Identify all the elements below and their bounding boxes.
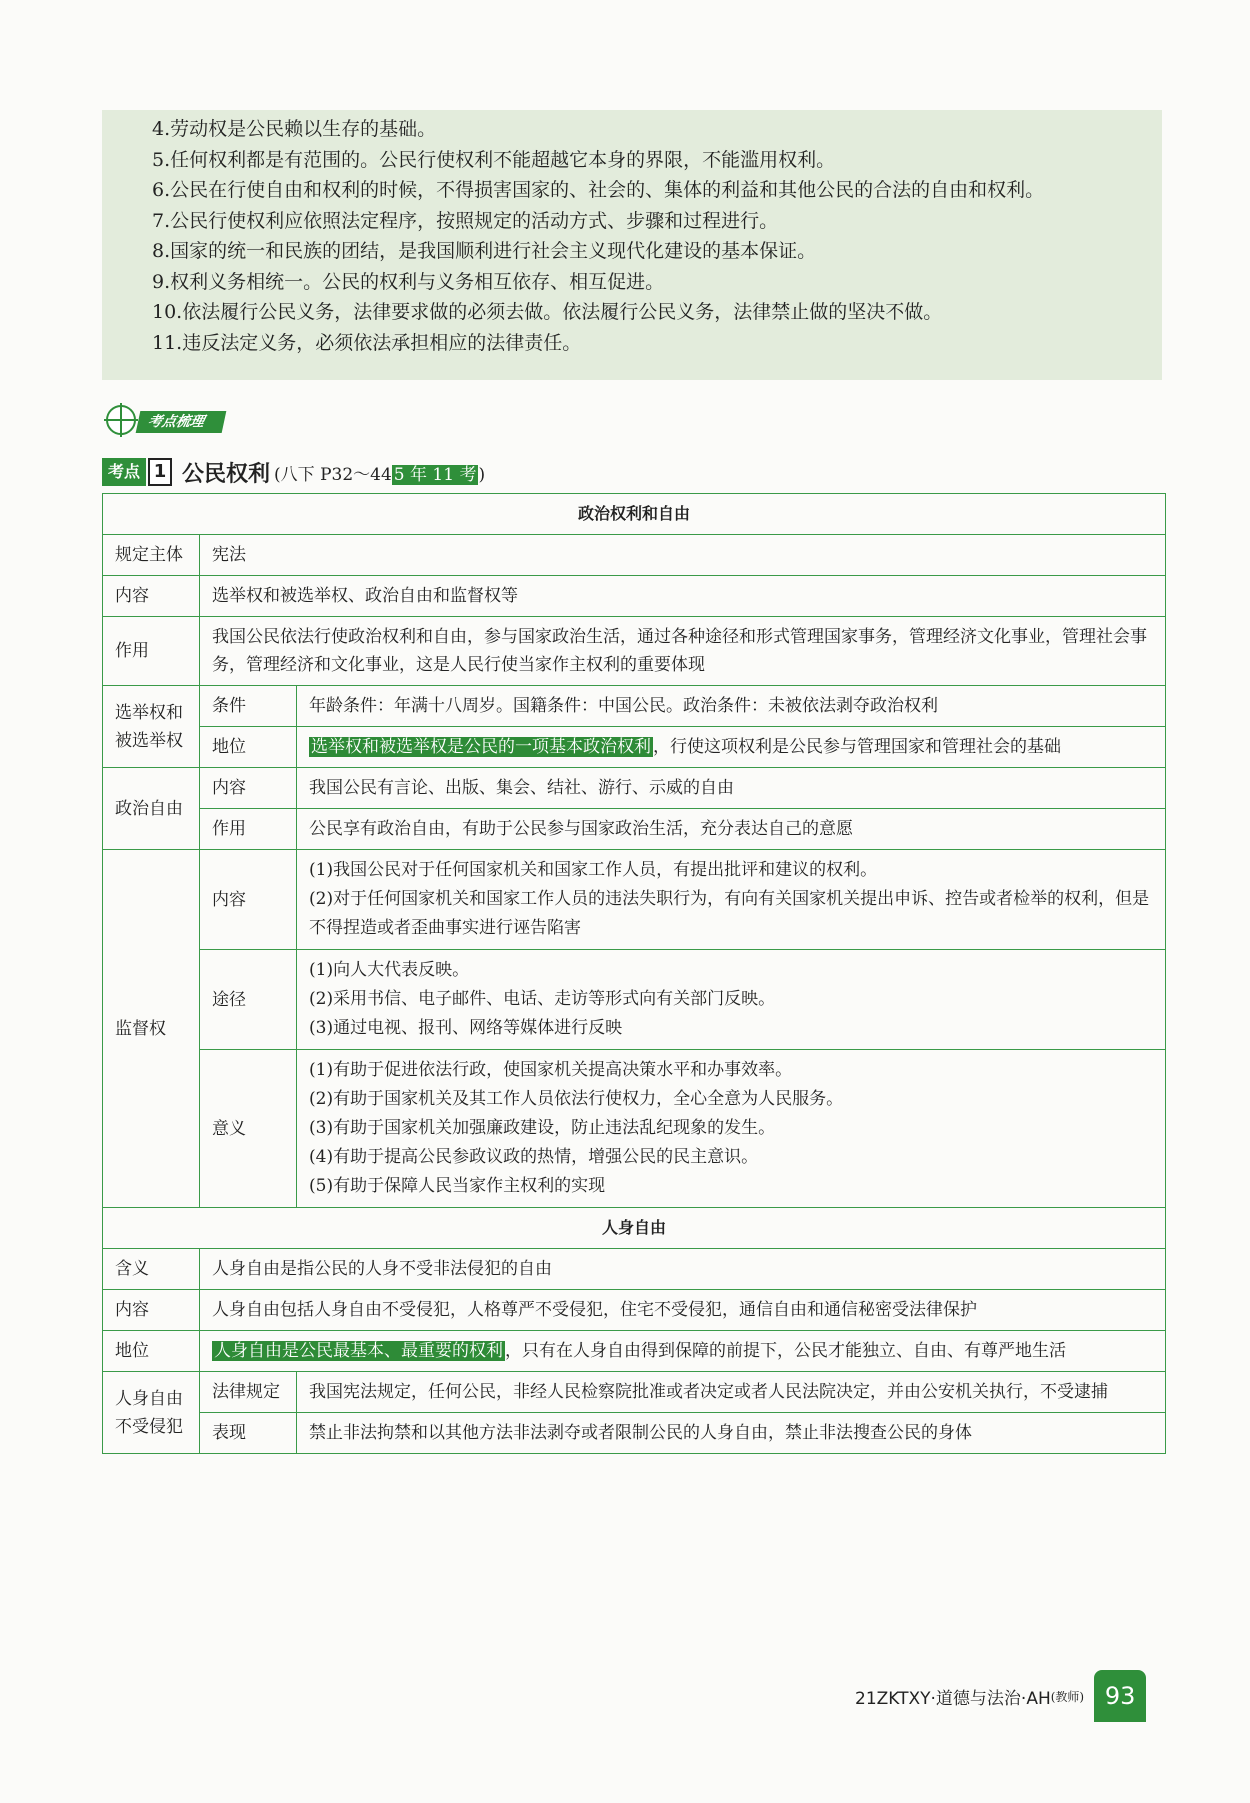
highlight: 人身自由是公民最基本、最重要的权利 (214, 1341, 503, 1361)
sub-label: 条件 (200, 686, 297, 727)
personal-header: 人身自由 (103, 1208, 1166, 1249)
kaodian-heading (102, 458, 485, 486)
row-value (297, 950, 1166, 1050)
point-item: 6.公民在行使自由和权利的时候，不得损害国家的、社会的、集体的利益和其他公民的合法的自由和权利。 (152, 179, 1045, 201)
row-label: 内容 (103, 1290, 200, 1331)
row-value: 人身自由包括人身自由不受侵犯，人格尊严不受侵犯，住宅不受侵犯，通信自由和通信秘密受法律保护 (200, 1290, 1166, 1331)
table-row (103, 1249, 1166, 1290)
row-label: 选举权和被选举权 (103, 686, 200, 768)
status-rest: ，行使这项权利是公民参与管理国家和管理社会的基础 (653, 737, 1061, 757)
list-item: (1)有助于促进依法行政，使国家机关提高决策水平和办事效率。 (309, 1060, 793, 1080)
point-item: 8.国家的统一和民族的团结，是我国顺利进行社会主义现代化建设的基本保证。 (152, 240, 817, 262)
list-item: (4)有助于提高公民参政议政的热情，增强公民的民主意识。 (309, 1147, 759, 1167)
table-row (103, 1331, 1166, 1372)
row-label: 作用 (103, 617, 200, 686)
sub-label: 地位 (200, 727, 297, 768)
table-row (103, 686, 1166, 727)
row-value (297, 850, 1166, 950)
status-rest: ，只有在人身自由得到保障的前提下，公民才能独立、自由、有尊严地生活 (505, 1341, 1066, 1361)
page-footer (855, 1670, 1146, 1722)
table-row (103, 727, 1166, 768)
row-label: 内容 (103, 576, 200, 617)
table-row (103, 768, 1166, 809)
row-label: 规定主体 (103, 535, 200, 576)
point-item: 5.任何权利都是有范围的。公民行使权利不能超越它本身的界限，不能滥用权利。 (152, 148, 836, 171)
sub-label: 内容 (200, 850, 297, 950)
row-label: 人身自由不受侵犯 (103, 1372, 200, 1454)
sub-label: 法律规定 (200, 1372, 297, 1413)
row-label: 政治自由 (103, 768, 200, 850)
row-value: 我国公民依法行使政治权利和自由，参与国家政治生活，通过各种途径和形式管理国家事务，管理经济文化事业，管理社会事务，管理经济和文化事业，这是人民行使当家作主权利的重要体现 (200, 617, 1166, 686)
point-item: 4.劳动权是公民赖以生存的基础。 (152, 118, 437, 140)
sub-label: 表现 (200, 1413, 297, 1454)
point-item: 10.依法履行公民义务，法律要求做的必须去做。依法履行公民义务，法律禁止做的坚决不做。 (152, 301, 943, 323)
table-row (103, 494, 1166, 535)
kaodian-label: 考点 (102, 458, 146, 486)
table-row (103, 1372, 1166, 1413)
list-item: (3)有助于国家机关加强廉政建设，防止违法乱纪现象的发生。 (309, 1118, 776, 1138)
row-value (200, 1331, 1166, 1372)
row-value: 人身自由是指公民的人身不受非法侵犯的自由 (200, 1249, 1166, 1290)
row-value: 我国宪法规定，任何公民，非经人民检察院批准或者决定或者人民法院决定，并由公安机关执行，不受逮捕 (297, 1372, 1166, 1413)
table-row (103, 850, 1166, 950)
ref-frequency: 5 年 11 考 (393, 464, 477, 485)
table-row (103, 809, 1166, 850)
list-item: (2)有助于国家机关及其工作人员依法行使权力，全心全意为人民服务。 (309, 1089, 844, 1109)
list-item: (2)对于任何国家机关和国家工作人员的违法失职行为，有向有关国家机关提出申诉、控告或者检举的权利，但是不得捏造或者歪曲事实进行诬告陷害 (309, 889, 1150, 938)
rights-table (102, 493, 1166, 1454)
ref-pages: (八下 P32～44 (274, 464, 392, 485)
section-badge (102, 405, 262, 437)
political-header: 政治权利和自由 (103, 494, 1166, 535)
row-value: 宪法 (200, 535, 1166, 576)
list-item: (2)采用书信、电子邮件、电话、走访等形式向有关部门反映。 (309, 989, 776, 1009)
table-row (103, 617, 1166, 686)
table-row (103, 1290, 1166, 1331)
section-badge-label: 考点梳理 (136, 411, 227, 433)
table-row (103, 950, 1166, 1050)
sub-label: 作用 (200, 809, 297, 850)
kaodian-ref (274, 460, 485, 485)
table-row (103, 535, 1166, 576)
footer-code: 21ZKTXY·道德与法治·AH (855, 1688, 1051, 1709)
row-label: 地位 (103, 1331, 200, 1372)
footer-teacher: (教师) (1050, 1689, 1085, 1704)
row-value: 选举权和被选举权、政治自由和监督权等 (200, 576, 1166, 617)
point-item: 7.公民行使权利应依照法定程序，按照规定的活动方式、步骤和过程进行。 (152, 209, 779, 232)
row-value: 禁止非法拘禁和以其他方法非法剥夺或者限制公民的人身自由，禁止非法搜查公民的身体 (297, 1413, 1166, 1454)
sub-label: 内容 (200, 768, 297, 809)
row-value: 我国公民有言论、出版、集会、结社、游行、示威的自由 (297, 768, 1166, 809)
row-value (297, 1050, 1166, 1208)
list-item: (5)有助于保障人民当家作主权利的实现 (309, 1176, 606, 1196)
kaodian-title: 公民权利 (182, 461, 271, 487)
ref-end: ) (478, 464, 486, 485)
row-label: 监督权 (103, 850, 200, 1208)
list-item: (3)通过电视、报刊、网络等媒体进行反映 (309, 1018, 623, 1038)
list-item: (1)我国公民对于任何国家机关和国家工作人员，有提出批评和建议的权利。 (309, 860, 878, 880)
point-item: 11.违反法定义务，必须依法承担相应的法律责任。 (152, 331, 582, 354)
crosshair-icon (106, 405, 136, 435)
row-label: 含义 (103, 1249, 200, 1290)
kaodian-number: 1 (148, 458, 172, 486)
highlight: 选举权和被选举权是公民的一项基本政治权利 (311, 737, 651, 757)
page-number: 93 (1094, 1670, 1146, 1722)
row-value: 年龄条件：年满十八周岁。国籍条件：中国公民。政治条件：未被依法剥夺政治权利 (297, 686, 1166, 727)
table-row (103, 576, 1166, 617)
table-row (103, 1208, 1166, 1249)
list-item: (1)向人大代表反映。 (309, 960, 470, 980)
sub-label: 意义 (200, 1050, 297, 1208)
point-item: 9.权利义务相统一。公民的权利与义务相互依存、相互促进。 (152, 270, 665, 293)
key-points-box (102, 110, 1162, 380)
sub-label: 途径 (200, 950, 297, 1050)
table-row (103, 1413, 1166, 1454)
row-value (297, 727, 1166, 768)
row-value: 公民享有政治自由，有助于公民参与国家政治生活，充分表达自己的意愿 (297, 809, 1166, 850)
table-row (103, 1050, 1166, 1208)
